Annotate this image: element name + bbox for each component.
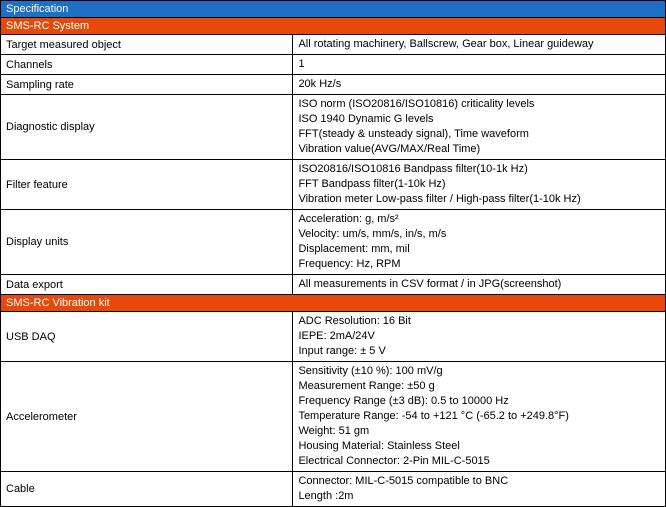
- row-label-cell: [1, 472, 293, 507]
- row-value-line: Temperature Range: -54 to +121 °C (-65.2 to +249.8°F): [298, 410, 569, 422]
- table-row: [1, 55, 666, 75]
- row-value-line: ISO norm (ISO20816/ISO10816) criticality levels: [298, 98, 535, 110]
- section-label-kit: SMS-RC Vibration kit: [6, 297, 110, 309]
- row-label: Data export: [6, 278, 63, 291]
- row-values: [293, 275, 665, 294]
- row-label-cell: [1, 312, 293, 362]
- row-value-line: All rotating machinery, Ballscrew, Gear box, Linear guideway: [298, 38, 594, 50]
- row-value-cell: [293, 55, 666, 75]
- row-value-line: Frequency Range (±3 dB): 0.5 to 10000 Hz: [298, 395, 509, 407]
- row-value-line: Electrical Connector: 2-Pin MIL-C-5015: [298, 455, 490, 467]
- row-value-cell: [293, 210, 666, 275]
- section-title-cell-kit: [1, 295, 666, 312]
- row-label-cell: [1, 210, 293, 275]
- table-header-row: [1, 1, 666, 18]
- table-row: [1, 210, 666, 275]
- table-row: [1, 472, 666, 507]
- table-row: [1, 362, 666, 472]
- row-value-line: FFT(steady & unsteady signal), Time waveform: [298, 128, 529, 140]
- row-label-cell: [1, 75, 293, 95]
- row-value-cell: [293, 35, 666, 55]
- row-value-cell: [293, 362, 666, 472]
- row-value-line: ISO20816/ISO10816 Bandpass filter(10-1k Hz): [298, 163, 528, 175]
- row-value-line: FFT Bandpass filter(1-10k Hz): [298, 178, 446, 190]
- row-value-line: Frequency: Hz, RPM: [298, 258, 401, 270]
- row-value-line: 1: [298, 58, 305, 70]
- row-value-line: All measurements in CSV format / in JPG(screenshot): [298, 278, 562, 290]
- specification-title-cell: [1, 1, 666, 18]
- row-label: Display units: [6, 236, 69, 248]
- row-value-line: Housing Material: Stainless Steel: [298, 440, 460, 452]
- table-row: [1, 95, 666, 160]
- row-label: Target measured object: [6, 38, 121, 51]
- row-value-cell: [293, 472, 666, 507]
- row-label: USB DAQ: [6, 330, 56, 343]
- table-row: [1, 312, 666, 362]
- row-values: [293, 95, 665, 159]
- row-label-cell: [1, 362, 293, 472]
- row-value-line: ADC Resolution: 16 Bit: [298, 315, 411, 327]
- row-label-cell: [1, 35, 293, 55]
- row-values: [293, 75, 665, 94]
- row-value-cell: [293, 95, 666, 160]
- row-values: [293, 362, 665, 471]
- table-row: [1, 75, 666, 95]
- row-label: Sampling rate: [6, 78, 74, 91]
- row-label: Accelerometer: [6, 410, 77, 423]
- row-values: [293, 210, 665, 274]
- section-label-system: SMS-RC System: [6, 20, 90, 32]
- table-row: [1, 35, 666, 55]
- row-value-line: Input range: ± 5 V: [298, 345, 386, 357]
- section-title-cell-system: [1, 18, 666, 35]
- row-values: [293, 472, 665, 506]
- row-values: [293, 312, 665, 361]
- row-value-line: Vibration meter Low-pass filter / High-pass filter(1-10k Hz): [298, 193, 581, 205]
- row-value-line: Weight: 51 gm: [298, 425, 370, 437]
- row-value-line: Acceleration: g, m/s²: [298, 213, 399, 225]
- row-label: Cable: [6, 483, 35, 495]
- row-label: Diagnostic display: [6, 121, 95, 133]
- row-value-line: Connector: MIL-C-5015 compatible to BNC: [298, 475, 509, 487]
- row-values: [293, 55, 665, 74]
- row-value-line: Velocity: um/s, mm/s, in/s, m/s: [298, 228, 447, 240]
- row-label-cell: [1, 55, 293, 75]
- row-value-line: Vibration value(AVG/MAX/Real Time): [298, 143, 481, 155]
- section-row-kit: [1, 295, 666, 312]
- row-value-line: Displacement: mm, mil: [298, 243, 410, 255]
- row-value-line: Measurement Range: ±50 g: [298, 380, 435, 392]
- row-value-cell: [293, 160, 666, 210]
- row-values: [293, 35, 665, 54]
- section-row-system: [1, 18, 666, 35]
- row-label: Channels: [6, 58, 53, 71]
- row-value-line: IEPE: 2mA/24V: [298, 330, 375, 342]
- row-value-line: Sensitivity (±10 %): 100 mV/g: [298, 365, 443, 377]
- row-label: Filter feature: [6, 178, 68, 191]
- table-row: [1, 160, 666, 210]
- table-row: [1, 275, 666, 295]
- row-value-cell: [293, 312, 666, 362]
- row-value-line: Length :2m: [298, 490, 354, 502]
- row-value-line: ISO 1940 Dynamic G levels: [298, 113, 434, 125]
- row-value-cell: [293, 75, 666, 95]
- page-title: Specification: [6, 3, 69, 15]
- row-value-line: 20k Hz/s: [298, 78, 342, 90]
- row-label-cell: [1, 160, 293, 210]
- row-label-cell: [1, 95, 293, 160]
- row-values: [293, 160, 665, 209]
- row-label-cell: [1, 275, 293, 295]
- row-value-cell: [293, 275, 666, 295]
